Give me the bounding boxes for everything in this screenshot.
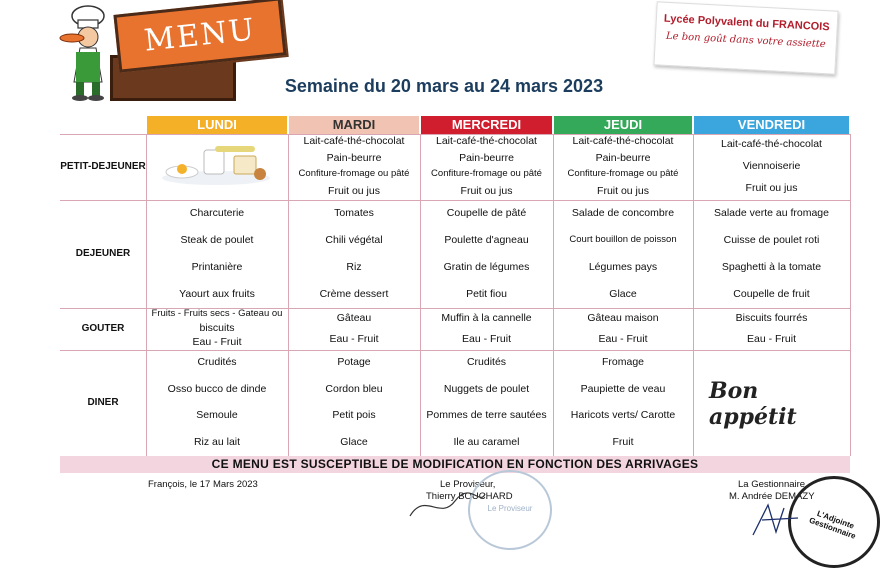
column-divider [850,134,851,456]
menu-item: Yaourt aux fruits [179,287,255,300]
gestionnaire-signature [748,500,808,540]
row-label-gouter: GOUTER [81,323,125,334]
menu-item: Cordon bleu [325,382,383,395]
menu-item: Fruit ou jus [460,184,513,197]
menu-item: Biscuits fourrés [735,311,808,324]
menu-sign [113,0,286,73]
menu-item: Fruits - Fruits secs - Gateau ou [151,308,283,319]
menu-item: Riz [346,260,362,273]
menu-item: Chili végétal [325,233,383,246]
menu-item: Eau - Fruit [461,332,511,345]
menu-item: Crudités [197,356,237,369]
menu-item: Gâteau maison [587,311,659,324]
proviseur-signature [400,486,490,526]
day-header-jeudi: JEUDI [554,116,692,134]
menu-item: Confiture-fromage ou pâté [431,168,542,180]
menu-item: biscuits [199,322,235,334]
menu-item: Gratin de légumes [443,260,530,273]
menu-item: Pain-beurre [459,151,514,164]
school-slogan: Le bon goût dans votre assiette [665,30,826,51]
menu-item: Glace [609,287,637,300]
row-divider [60,350,850,351]
menu-item: Eau - Fruit [598,332,648,345]
menu-item: Printanière [191,260,243,273]
menu-item: Gâteau [336,311,372,324]
menu-item: Lait-café-thé-chocolat [721,138,822,150]
school-card [653,1,838,74]
menu-item: Eau - Fruit [329,332,379,345]
menu-item: Haricots verts/ Carotte [570,409,676,422]
proviseur-name: Thierry BOUCHARD [426,491,513,502]
row-label-diner: DINER [87,397,119,408]
day-header-vendredi: VENDREDI [694,116,849,134]
menu-item: Cuisse de poulet roti [723,233,820,246]
row-divider [60,200,850,201]
menu-item: Fruit ou jus [597,184,649,197]
menu-item: Crudités [466,356,507,369]
menu-item: Salade verte au fromage [714,206,829,219]
gestionnaire-name: M. Andrée DEMAZY [729,491,815,502]
gestionnaire-title: La Gestionnaire [738,479,806,490]
date-place: François, le 17 Mars 2023 [148,479,258,490]
menu-item: Semoule [196,409,238,422]
menu-item: Osso bucco de dinde [167,382,267,395]
menu-item: Petit fiou [466,287,507,300]
proviseur-title: Le Proviseur, [440,479,496,490]
modification-warning: CE MENU EST SUSCEPTIBLE DE MODIFICATION EN FONCTION DES ARRIVAGES [60,456,850,473]
gestionnaire-stamp-text: L'Adjointe Gestionnaire [807,508,857,541]
breakfast-image [160,142,272,191]
menu-item: Pain-beurre [595,151,651,164]
menu-item: Confiture-fromage ou pâté [567,168,679,180]
menu-item: Coupelle de pâté [446,206,527,219]
menu-item: Pain-beurre [326,151,382,164]
menu-item: Confiture-fromage ou pâté [298,168,410,180]
menu-item: Ile au caramel [453,435,520,448]
menu-item: Paupiette de veau [580,382,666,395]
menu-item: Tomates [334,206,374,219]
menu-item: Court bouillon de poisson [569,233,677,245]
menu-item: Fruit ou jus [328,184,380,197]
menu-item: Poulette d'agneau [444,233,529,246]
school-name: Lycée Polyvalent du FRANCOIS [663,12,830,34]
row-label-petit-dejeuner: PETIT-DEJEUNER [60,161,146,172]
menu-sign-text: MENU [142,11,258,59]
menu-item: Légumes pays [588,260,658,273]
menu-item: Muffin à la cannelle [441,311,532,324]
menu-item: Petit pois [332,409,376,422]
bon-appetit-graphic: Bon appétit [709,378,797,430]
day-header-mardi: MARDI [289,116,419,134]
menu-item: Lait-café-thé-chocolat [303,135,405,148]
menu-item: Fruit ou jus [745,182,798,194]
day-header-mercredi: MERCREDI [421,116,552,134]
menu-item: Spaghetti à la tomate [721,260,822,273]
menu-item: Steak de poulet [180,233,254,246]
menu-item: Glace [340,435,368,448]
menu-item: Lait-café-thé-chocolat [436,135,537,148]
menu-item: Fromage [601,356,644,369]
week-title: Semaine du 20 mars au 24 mars 2023 [284,76,604,96]
menu-item: Eau - Fruit [746,332,796,345]
menu-item: Pommes de terre sautées [426,409,547,422]
menu-item: Potage [337,356,371,369]
menu-item: Charcuterie [189,206,245,219]
row-label-dejeuner: DEJEUNER [75,248,131,259]
day-header-lundi: LUNDI [147,116,287,134]
menu-item: Viennoiserie [742,160,801,172]
menu-item: Nuggets de poulet [443,382,530,395]
menu-item: Riz au lait [193,435,241,448]
menu-item: Coupelle de fruit [733,287,810,300]
menu-item: Lait-café-thé-chocolat [572,135,674,148]
menu-item: Salade de concombre [571,206,675,219]
menu-item: Crème dessert [319,287,389,300]
menu-table [60,116,850,476]
menu-item: Fruit [612,435,634,448]
proviseur-stamp-text: Le Proviseur [487,504,533,513]
menu-item: Eau - Fruit [192,336,242,348]
